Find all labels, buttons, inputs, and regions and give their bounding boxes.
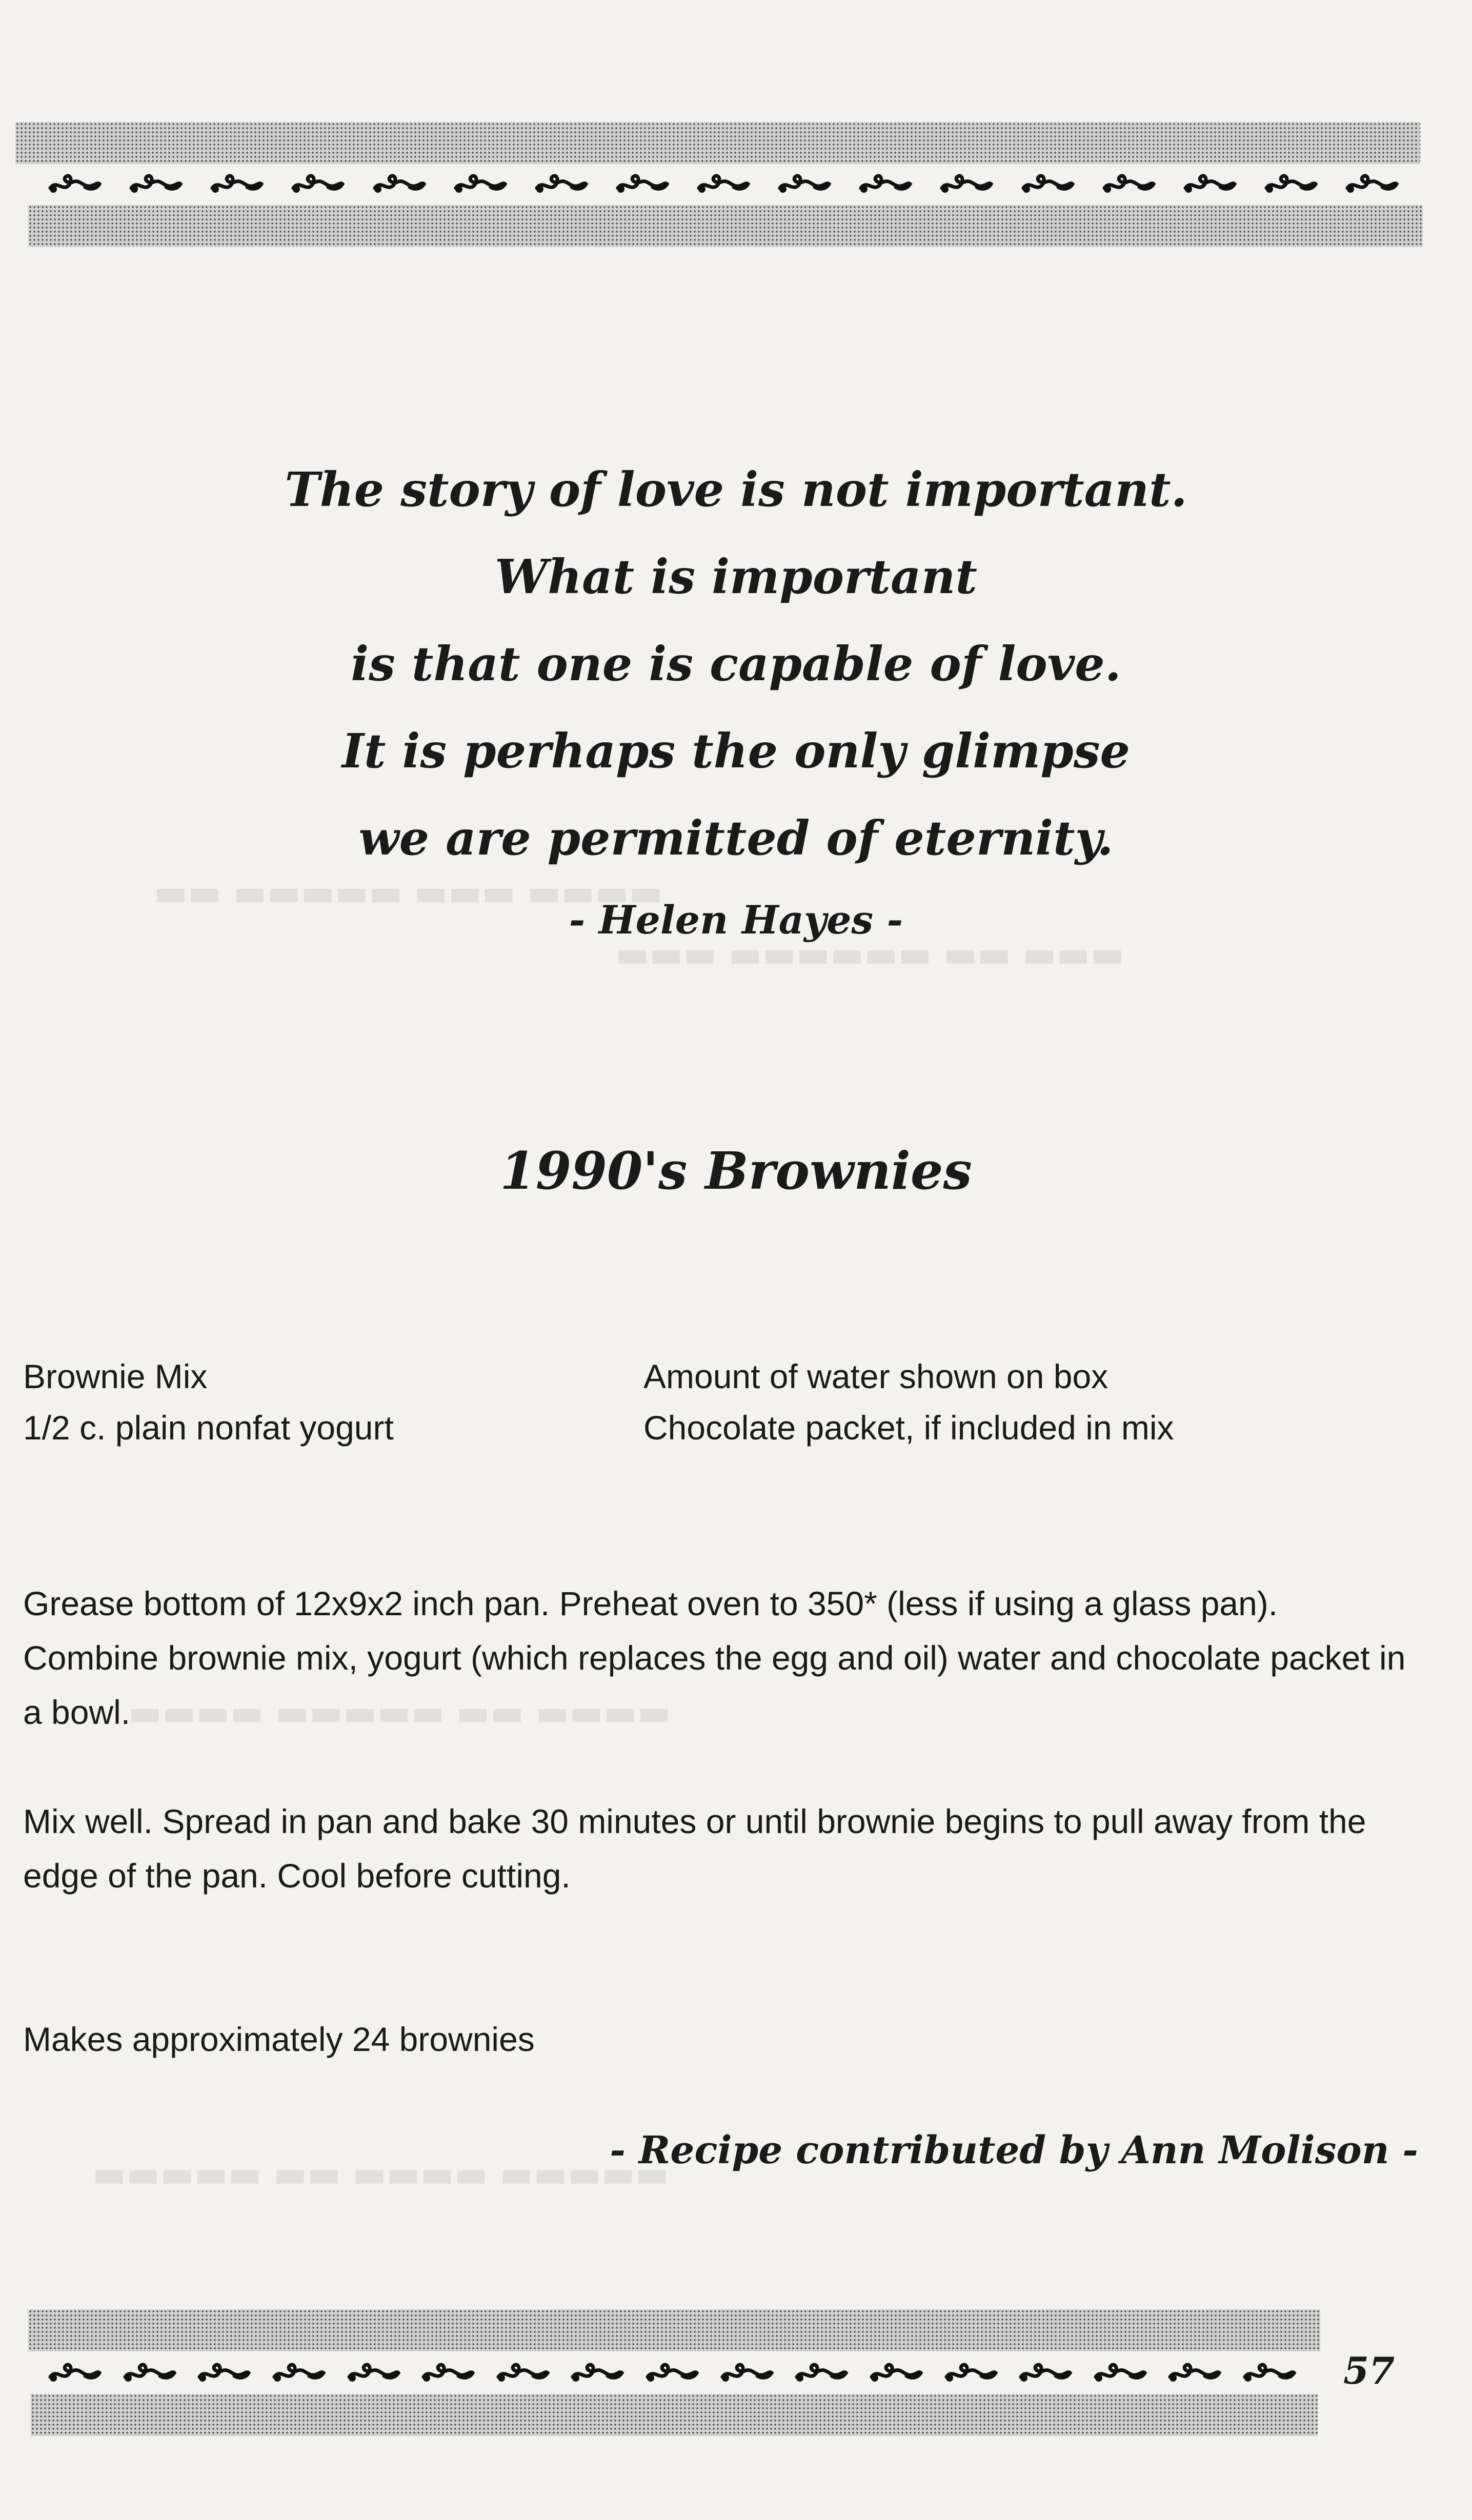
ingredient-row (23, 1351, 1407, 1402)
scroll-ornament-icon (569, 2358, 625, 2386)
instruction-paragraph: Grease bottom of 12x9x2 inch pan. Preheat oven to 350* (less if using a glass pan). Combine brownie mix, yogurt (which replaces the egg and oil) water and chocolate packet in a bowl. (23, 1584, 1406, 1731)
scroll-ornament-icon (718, 2358, 775, 2386)
scroll-ornament-icon (289, 169, 346, 197)
quote-line: What is important (494, 549, 978, 604)
top-border-band (15, 122, 1420, 164)
scroll-ornament-icon (1019, 169, 1076, 197)
quote-line: It is perhaps the only glimpse (341, 723, 1131, 779)
scroll-ornament-icon (1017, 2358, 1073, 2386)
scroll-ornament-icon (776, 169, 832, 197)
quote-line: The story of love is not important. (285, 462, 1187, 517)
scroll-ornament-icon (371, 169, 427, 197)
bleed-through: ▬▬▬▬ ▬▬ ▬▬▬▬▬ ▬▬▬▬ (128, 1692, 671, 1734)
quote-line: we are permitted of eternity. (358, 810, 1114, 866)
top-ornament-row (46, 165, 1400, 201)
scroll-ornament-icon (452, 169, 508, 197)
scroll-ornament-icon (46, 169, 103, 197)
bleed-through: ▬▬▬▬▬ ▬▬▬▬ ▬▬ ▬▬▬▬▬ (92, 2153, 669, 2195)
scroll-ornament-icon (270, 2358, 327, 2386)
scroll-ornament-icon (1100, 169, 1157, 197)
scroll-ornament-icon (1092, 2358, 1148, 2386)
bleed-through: ▬▬▬▬ ▬▬▬ ▬▬▬▬▬ ▬▬ (154, 871, 663, 913)
scroll-ornament-icon (942, 2358, 999, 2386)
scroll-ornament-icon (46, 2358, 103, 2386)
scroll-ornament-icon (1262, 169, 1319, 197)
ingredient-right: Chocolate packet, if included in mix (643, 1409, 1174, 1447)
scroll-ornament-icon (1166, 2358, 1222, 2386)
scroll-ornament-icon (127, 169, 184, 197)
ingredient-list (23, 1351, 1407, 1453)
bottom-border-band (28, 2309, 1320, 2351)
quote-line: is that one is capable of love. (351, 636, 1121, 692)
instruction-paragraph: Mix well. Spread in pan and bake 30 minutes or until brownie begins to pull away from the edge of the pan. Cool before cutting. (23, 1802, 1366, 1895)
page-number: 57 (1343, 2349, 1395, 2392)
ingredient-row (23, 1402, 1407, 1453)
quote-author: - Helen Hayes - (569, 897, 903, 943)
ingredient-right: Amount of water shown on box (643, 1357, 1108, 1395)
scroll-ornament-icon (494, 2358, 551, 2386)
recipe-credit: - Recipe contributed by Ann Molison - (610, 2128, 1418, 2172)
scroll-ornament-icon (345, 2358, 401, 2386)
yield-text: Makes approximately 24 brownies (23, 2020, 535, 2058)
scroll-ornament-icon (857, 169, 913, 197)
scroll-ornament-icon (1181, 169, 1238, 197)
quote-block (0, 446, 1472, 959)
scroll-ornament-icon (419, 2358, 476, 2386)
scroll-ornament-icon (208, 169, 265, 197)
ingredient-left: Brownie Mix (23, 1357, 208, 1395)
scroll-ornament-icon (695, 169, 751, 197)
scroll-ornament-icon (1241, 2358, 1297, 2386)
scroll-ornament-icon (868, 2358, 924, 2386)
bleed-through: ▬▬▬ ▬▬ ▬▬▬▬▬▬ ▬▬▬ (615, 933, 1124, 975)
scroll-ornament-icon (643, 2358, 700, 2386)
bottom-border-band (31, 2394, 1318, 2436)
scroll-ornament-icon (195, 2358, 252, 2386)
scroll-ornament-icon (793, 2358, 849, 2386)
ingredient-left: 1/2 c. plain nonfat yogurt (23, 1409, 394, 1447)
recipe-title: 1990's Brownies (500, 1141, 972, 1201)
scroll-ornament-icon (121, 2358, 177, 2386)
scroll-ornament-icon (614, 169, 670, 197)
scroll-ornament-icon (533, 169, 589, 197)
bottom-ornament-row (46, 2354, 1297, 2390)
scroll-ornament-icon (1343, 169, 1400, 197)
scroll-ornament-icon (938, 169, 994, 197)
top-border-band (28, 205, 1423, 247)
